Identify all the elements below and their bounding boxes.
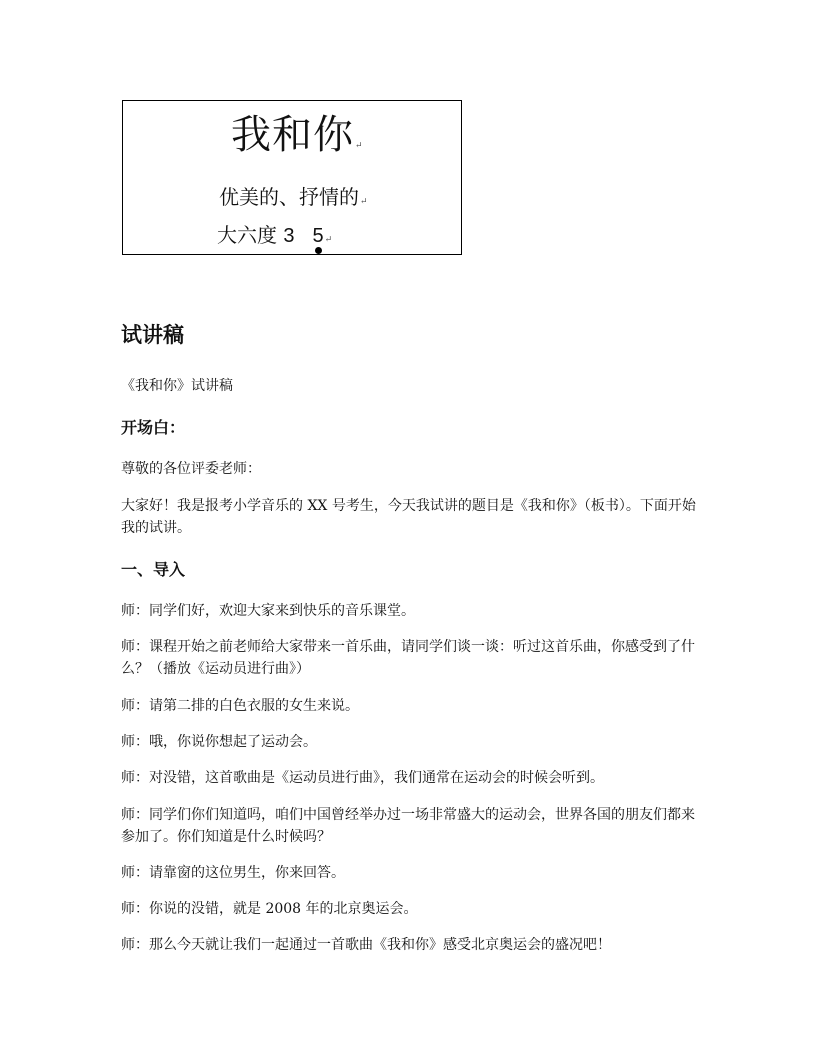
interval-low-note: 3: [283, 225, 295, 247]
paragraph-mark-icon: ↵: [355, 141, 364, 151]
section-heading-intro: 一、导入: [121, 560, 186, 579]
paragraph: 师：哦，你说你想起了运动会。: [121, 734, 317, 750]
paragraph: 师：请第二排的白色衣服的女生来说。: [121, 698, 359, 714]
salutation: 尊敬的各位评委老师：: [121, 461, 261, 477]
blackboard-box: [122, 100, 462, 255]
board-interval: [217, 221, 332, 254]
interval-high-note: 5: [312, 222, 323, 250]
paragraph: 师：课程开始之前老师给大家带来一首乐曲，请同学们谈一谈：听过这首乐曲，你感受到了什么？（播放《运动员进行曲》）: [121, 639, 695, 677]
paragraph: 师：同学们你们知道吗，咱们中国曾经举办过一场非常盛大的运动会，世界各国的朋友们都来参加了。你们知道是什么时候吗？: [121, 807, 695, 845]
subtitle: 《我和你》试讲稿: [121, 378, 233, 394]
board-title: 我和你↵: [231, 112, 364, 158]
paragraph: 师：对没错，这首歌曲是《运动员进行曲》，我们通常在运动会的时候会听到。: [121, 770, 604, 786]
paragraph: 师：请靠窗的这位男生，你来回答。: [121, 865, 345, 881]
board-mood: 优美的、抒情的↵: [219, 185, 368, 209]
paragraph-mark-icon: ↵: [360, 197, 368, 207]
paragraph: 师：同学们好，欢迎大家来到快乐的音乐课堂。: [121, 603, 415, 619]
page-heading: 试讲稿: [121, 323, 184, 347]
paragraph-mark-icon: ↵: [324, 235, 333, 245]
interval-label: 大六度: [217, 223, 277, 247]
opening-heading: 开场白：: [121, 418, 186, 437]
paragraph: 师：你说的没错，就是 2008 年的北京奥运会。: [121, 901, 418, 917]
intro-paragraph: 大家好！我是报考小学音乐的 XX 号考生，今天我试讲的题目是《我和你》（板书）。下面开始我的试讲。: [121, 498, 696, 536]
paragraph: 师：那么今天就让我们一起通过一首歌曲《我和你》感受北京奥运会的盛况吧！: [121, 937, 611, 953]
high-octave-dot: [315, 247, 322, 254]
